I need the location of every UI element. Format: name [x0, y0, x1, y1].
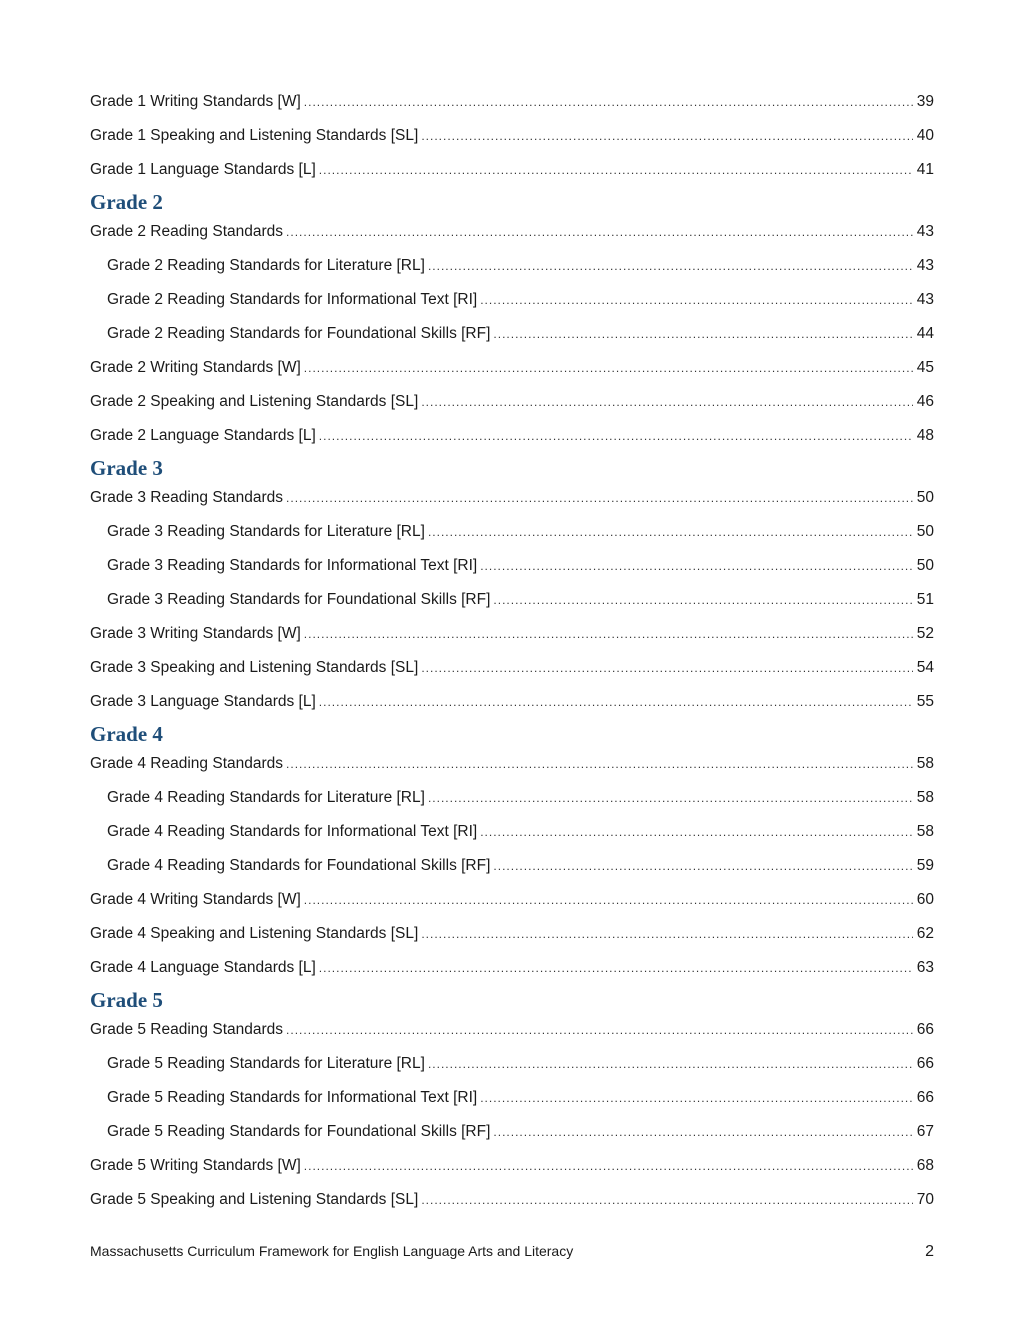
toc-entry-label: Grade 4 Reading Standards for Literature [RL] [107, 789, 425, 806]
dot-leader [304, 85, 913, 119]
toc-entry-label: Grade 1 Language Standards [L] [90, 161, 316, 178]
dot-leader [319, 419, 913, 453]
toc-entry-page: 43 [916, 291, 934, 308]
toc-entry-label: Grade 5 Reading Standards for Literature [RL] [107, 1055, 425, 1072]
section-heading-grade-5[interactable]: Grade 5 [90, 988, 163, 1012]
dot-leader [493, 1115, 912, 1149]
dot-leader [286, 481, 913, 515]
dot-leader [480, 283, 913, 317]
dot-leader [286, 747, 913, 781]
toc-entry[interactable] [90, 419, 934, 453]
toc-subentry[interactable] [90, 549, 934, 583]
toc-entry-page: 50 [916, 489, 934, 506]
toc-entry-label: Grade 5 Reading Standards for Informational Text [RI] [107, 1089, 478, 1106]
toc-entry[interactable] [90, 215, 934, 249]
toc-entry-label: Grade 4 Writing Standards [W] [90, 891, 301, 908]
toc-entry-label: Grade 5 Speaking and Listening Standards [SL] [90, 1191, 419, 1208]
toc-entry-label: Grade 3 Reading Standards for Foundational Skills [RF] [107, 591, 491, 608]
section-heading-grade-3[interactable]: Grade 3 [90, 456, 163, 480]
toc-entry[interactable] [90, 385, 934, 419]
dot-leader [421, 385, 912, 419]
dot-leader [319, 153, 913, 187]
toc-entry[interactable] [90, 481, 934, 515]
toc-entry-page: 52 [916, 625, 934, 642]
toc-entry-label: Grade 4 Speaking and Listening Standards [SL] [90, 925, 419, 942]
dot-leader [493, 317, 912, 351]
toc-entry-label: Grade 4 Reading Standards for Informational Text [RI] [107, 823, 478, 840]
section-heading-grade-4[interactable]: Grade 4 [90, 722, 163, 746]
toc-entry[interactable] [90, 617, 934, 651]
toc-entry-page: 46 [916, 393, 934, 410]
dot-leader [480, 549, 913, 583]
toc-entry-label: Grade 4 Language Standards [L] [90, 959, 316, 976]
toc-entry-page: 43 [916, 257, 934, 274]
toc-entry[interactable] [90, 119, 934, 153]
toc-entry-label: Grade 4 Reading Standards [90, 755, 284, 772]
toc-entry[interactable] [90, 85, 934, 119]
toc-subentry[interactable] [90, 249, 934, 283]
dot-leader [493, 583, 912, 617]
toc-entry-page: 59 [916, 857, 934, 874]
toc-entry[interactable] [90, 1183, 934, 1217]
dot-leader [421, 651, 912, 685]
dot-leader [428, 249, 913, 283]
toc-entry[interactable] [90, 747, 934, 781]
toc-entry[interactable] [90, 1013, 934, 1047]
toc-entry-page: 48 [916, 427, 934, 444]
toc-entry-page: 39 [916, 93, 934, 110]
toc-entry-page: 70 [916, 1191, 934, 1208]
toc-entry-label: Grade 2 Reading Standards [90, 223, 284, 240]
dot-leader [286, 215, 913, 249]
dot-leader [421, 917, 912, 951]
toc-entry-label: Grade 5 Writing Standards [W] [90, 1157, 301, 1174]
toc-entry-label: Grade 3 Reading Standards [90, 489, 284, 506]
toc-subentry[interactable] [90, 781, 934, 815]
toc-entry-label: Grade 5 Reading Standards [90, 1021, 284, 1038]
dot-leader [304, 883, 913, 917]
dot-leader [319, 951, 913, 985]
toc-entry-page: 66 [916, 1089, 934, 1106]
toc-entry-label: Grade 3 Language Standards [L] [90, 693, 316, 710]
toc-entry-page: 60 [916, 891, 934, 908]
dot-leader [493, 849, 912, 883]
toc-entry-page: 58 [916, 823, 934, 840]
toc-entry-label: Grade 5 Reading Standards for Foundational Skills [RF] [107, 1123, 491, 1140]
toc-entry-page: 43 [916, 223, 934, 240]
dot-leader [286, 1013, 913, 1047]
toc-entry-label: Grade 2 Reading Standards for Foundational Skills [RF] [107, 325, 491, 342]
dot-leader [304, 617, 913, 651]
toc-entry-page: 45 [916, 359, 934, 376]
toc-entry-page: 44 [916, 325, 934, 342]
toc-entry-page: 68 [916, 1157, 934, 1174]
footer-page-number: 2 [925, 1243, 934, 1260]
toc-entry-label: Grade 2 Writing Standards [W] [90, 359, 301, 376]
toc-entry-page: 50 [916, 557, 934, 574]
toc-entry-page: 40 [916, 127, 934, 144]
toc-entry-label: Grade 2 Speaking and Listening Standards [SL] [90, 393, 419, 410]
footer-title: Massachusetts Curriculum Framework for English Language Arts and Literacy [90, 1243, 574, 1259]
toc-entry-label: Grade 3 Reading Standards for Informational Text [RI] [107, 557, 478, 574]
toc-entry[interactable] [90, 651, 934, 685]
toc-entry-label: Grade 3 Reading Standards for Literature [RL] [107, 523, 425, 540]
toc-entry-page: 66 [916, 1021, 934, 1038]
section-heading-grade-2[interactable]: Grade 2 [90, 190, 163, 214]
toc-entry-page: 54 [916, 659, 934, 676]
toc-entry-page: 41 [916, 161, 934, 178]
toc-entry[interactable] [90, 351, 934, 385]
toc-entry-label: Grade 3 Writing Standards [W] [90, 625, 301, 642]
toc-entry-label: Grade 1 Speaking and Listening Standards [SL] [90, 127, 419, 144]
toc-entry[interactable] [90, 1149, 934, 1183]
toc-entry-page: 67 [916, 1123, 934, 1140]
dot-leader [428, 781, 913, 815]
toc-subentry[interactable] [90, 815, 934, 849]
toc-entry-label: Grade 1 Writing Standards [W] [90, 93, 301, 110]
toc-subentry[interactable] [90, 515, 934, 549]
dot-leader [421, 1183, 912, 1217]
toc-entry[interactable] [90, 685, 934, 719]
toc-entry[interactable] [90, 917, 934, 951]
toc-entry[interactable] [90, 883, 934, 917]
toc-entry-page: 62 [916, 925, 934, 942]
table-of-contents [90, 85, 934, 1217]
dot-leader [319, 685, 913, 719]
toc-entry-label: Grade 2 Language Standards [L] [90, 427, 316, 444]
dot-leader [304, 351, 913, 385]
dot-leader [480, 815, 913, 849]
dot-leader [421, 119, 912, 153]
page-footer [90, 1243, 934, 1261]
toc-subentry[interactable] [90, 283, 934, 317]
dot-leader [428, 515, 913, 549]
toc-entry-label: Grade 3 Speaking and Listening Standards [SL] [90, 659, 419, 676]
toc-entry-page: 63 [916, 959, 934, 976]
dot-leader [480, 1081, 913, 1115]
toc-entry-page: 58 [916, 789, 934, 806]
toc-entry-page: 58 [916, 755, 934, 772]
toc-entry-label: Grade 4 Reading Standards for Foundational Skills [RF] [107, 857, 491, 874]
toc-entry[interactable] [90, 153, 934, 187]
toc-entry-label: Grade 2 Reading Standards for Literature [RL] [107, 257, 425, 274]
toc-subentry[interactable] [90, 1115, 934, 1149]
toc-entry-page: 51 [916, 591, 934, 608]
toc-entry-page: 55 [916, 693, 934, 710]
dot-leader [304, 1149, 913, 1183]
toc-subentry[interactable] [90, 849, 934, 883]
toc-subentry[interactable] [90, 583, 934, 617]
toc-subentry[interactable] [90, 1081, 934, 1115]
dot-leader [428, 1047, 913, 1081]
toc-entry[interactable] [90, 951, 934, 985]
toc-entry-label: Grade 2 Reading Standards for Informational Text [RI] [107, 291, 478, 308]
toc-subentry[interactable] [90, 317, 934, 351]
toc-entry-page: 50 [916, 523, 934, 540]
toc-subentry[interactable] [90, 1047, 934, 1081]
toc-entry-page: 66 [916, 1055, 934, 1072]
